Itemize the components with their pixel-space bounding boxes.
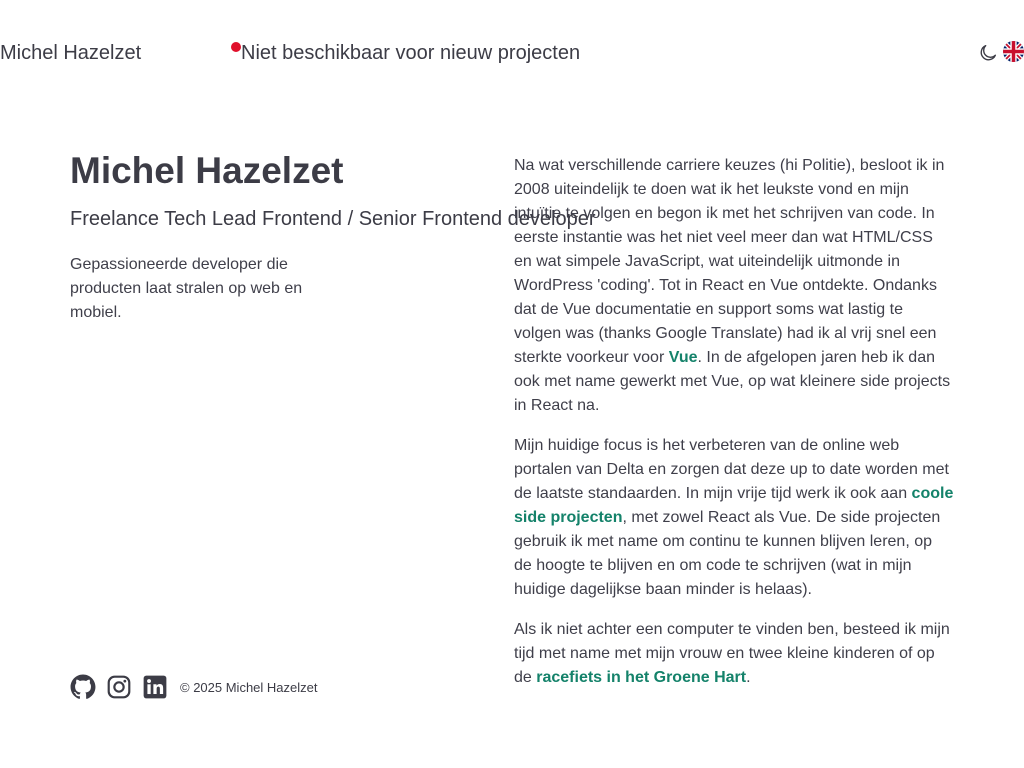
hero-tagline: Gepassioneerde developer die producten laat stralen op web en mobiel. [70,256,303,321]
bio-text: , met zowel React als Vue. De side projecten gebruik ik met name om continu te kunnen blijven leren, op de hoogte te blijven en om code te schrijven (wat in mijn huidige dagelijkse baan minder is helaas). [514,509,941,598]
bio-text: Als ik niet achter een computer te vinden ben, besteed ik mijn tijd met name met mijn vrouw en twee kleine kinderen of op de [514,621,950,686]
uk-flag-icon[interactable] [1003,41,1024,62]
instagram-icon[interactable] [106,674,132,700]
bio-paragraph-3 [514,618,954,690]
side-projects-link[interactable]: coole side projecten [514,485,954,526]
site-header [0,0,1024,108]
racefiets-link[interactable]: racefiets in het Groene Hart [536,669,747,686]
bio-paragraph-2 [514,434,954,602]
status-dot [231,42,241,52]
status-text: Niet beschikbaar voor nieuw projecten [241,42,581,64]
moon-icon[interactable] [977,42,999,64]
bio-section [514,154,954,706]
bio-text: Mijn huidige focus is het verbeteren van de online web portalen van Delta en zorgen dat deze up to date worden met de laatste standaarden. In mijn vrije tijd werk ik ook aan [514,437,949,502]
linkedin-icon[interactable] [142,674,168,700]
vue-link[interactable]: Vue [668,349,698,366]
site-name-link[interactable]: Michel Hazelzet [0,42,142,64]
availability-status [231,42,580,65]
bio-paragraph-1 [514,154,954,418]
bio-text: . [746,669,751,686]
bio-text: . In de afgelopen jaren heb ik dan ook met name gewerkt met Vue, op wat kleinere side projects in React na. [514,349,951,414]
github-icon[interactable] [70,674,96,700]
site-footer [70,673,317,701]
bio-text: Na wat verschillende carriere keuzes (hi Politie), besloot ik in 2008 uiteindelijk te doen wat ik het leukste vond en mijn intuïtie te volgen en begon ik met het schrijven van code. In eerste instantie was het niet veel meer dan wat HTML/CSS en wat simpele JavaScript, wat uiteindelijk uitmonde in WordPress 'coding'. Tot in React en Vue ontdekte. Ondanks dat de Vue documentatie en support soms wat lastig te volgen was (thanks Google Translate) had ik al vrij snel een sterkte voorkeur voor [514,157,945,366]
hero-name: Michel Hazelzet [70,150,344,191]
hero-role: Freelance Tech Lead Frontend / Senior Frontend developer [70,208,596,230]
copyright-text: © 2025 Michel Hazelzet [180,679,318,695]
